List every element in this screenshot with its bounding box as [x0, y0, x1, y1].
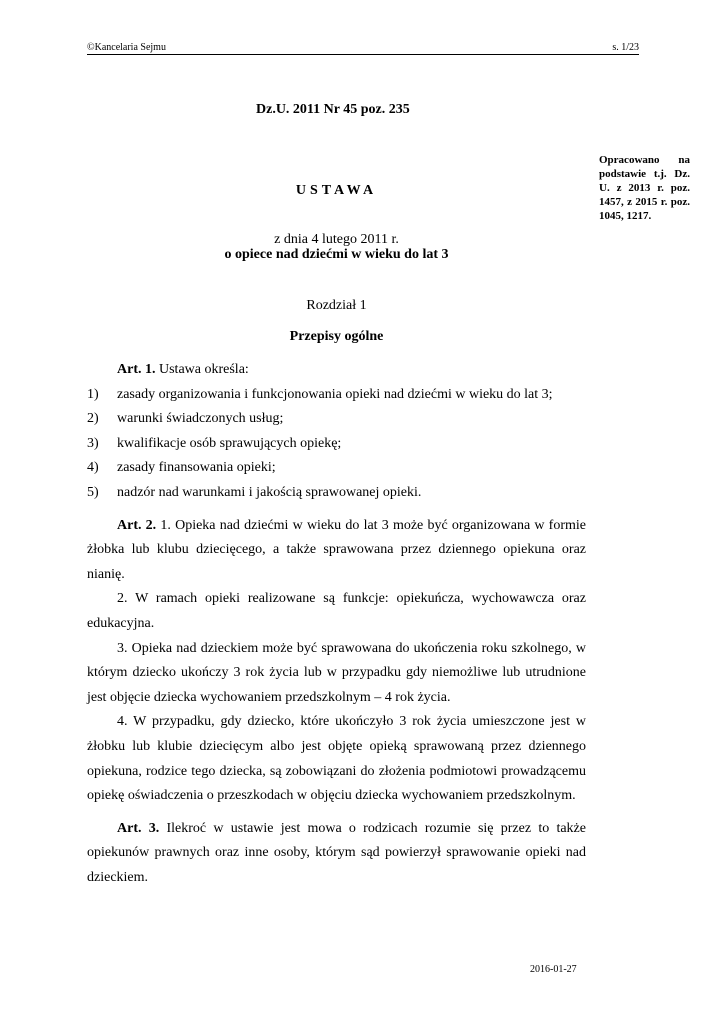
chapter-title: Przepisy ogólne — [289, 329, 384, 344]
page-number: s. 1/23 — [612, 42, 639, 53]
article-2-paragraph-1: Art. 2. 1. Opieka nad dziećmi w wieku do lat 3 może być organizowana w formie żłobka lub klubu dziecięcego, a także sprawowana przez dziennego opiekuna oraz nianię. — [87, 517, 586, 582]
document-body — [87, 358, 586, 890]
article-1-label: Art. 1. — [117, 362, 156, 377]
article-2-paragraph-4: 4. W przypadku, gdy dziecko, które ukończyło 3 rok życia umieszczone jest w żłobku lub klubie dziecięcym albo jest objęte opieką sprawowaną przez dziennego opiekuna, rodzice tego dziecka, są zobowiązani do złożenia podmiotowi prowadzącemu opiekę oświadczenia o przeszkodach w objęciu dziecka wychowaniem przedszkolnym. — [87, 714, 586, 804]
chapter-number: Rozdział 1 — [306, 298, 367, 313]
header-divider — [87, 54, 639, 55]
list-item: 1) zasady organizowania i funkcjonowania opieki nad dziećmi w wieku do lat 3; — [87, 386, 553, 402]
article-3-label: Art. 3. — [117, 820, 160, 836]
article-1-intro: Ustawa określa: — [155, 362, 249, 377]
document-date: z dnia 4 lutego 2011 r. — [274, 232, 399, 247]
article-2-paragraph-3: 3. Opieka nad dzieckiem może być sprawowana do ukończenia roku szkolnego, w którym dziecko ukończy 3 rok życia lub w przypadku gdy niemożliwe lub utrudnione jest objęcie dziecka wychowaniem przedszkolnym – 4 rok życia. — [87, 640, 586, 705]
article-2-label: Art. 2. — [117, 517, 157, 533]
list-item: 5) nadzór nad warunkami i jakością sprawowanej opieki. — [87, 484, 422, 500]
document-type: USTAWA — [295, 183, 378, 198]
document-subject: o opiece nad dziećmi w wieku do lat 3 — [224, 247, 449, 262]
article-1 — [87, 358, 586, 383]
list-item: 4) zasady finansowania opieki; — [87, 460, 276, 476]
consolidation-note: Opracowano na podstawie t.j. Dz. U. z 2013 r. poz. 1457, z 2015 r. poz. 1045, 1217. — [599, 154, 690, 222]
journal-reference: Dz.U. 2011 Nr 45 poz. 235 — [256, 102, 410, 117]
article-2-paragraph-2: 2. W ramach opieki realizowane są funkcje: opiekuńcza, wychowawcza oraz edukacyjna. — [87, 591, 586, 631]
list-item: 2) warunki świadczonych usług; — [87, 411, 284, 427]
list-item: 3) kwalifikacje osób sprawujących opiekę; — [87, 435, 342, 451]
header-source: ©Kancelaria Sejmu — [87, 42, 166, 53]
footer-date: 2016-01-27 — [530, 964, 577, 975]
article-3: Art. 3. Ilekroć w ustawie jest mowa o rodzicach rozumie się przez to także opiekunów prawnych oraz inne osoby, którym sąd powierzył sprawowanie opieki nad dzieckiem. — [87, 820, 586, 885]
